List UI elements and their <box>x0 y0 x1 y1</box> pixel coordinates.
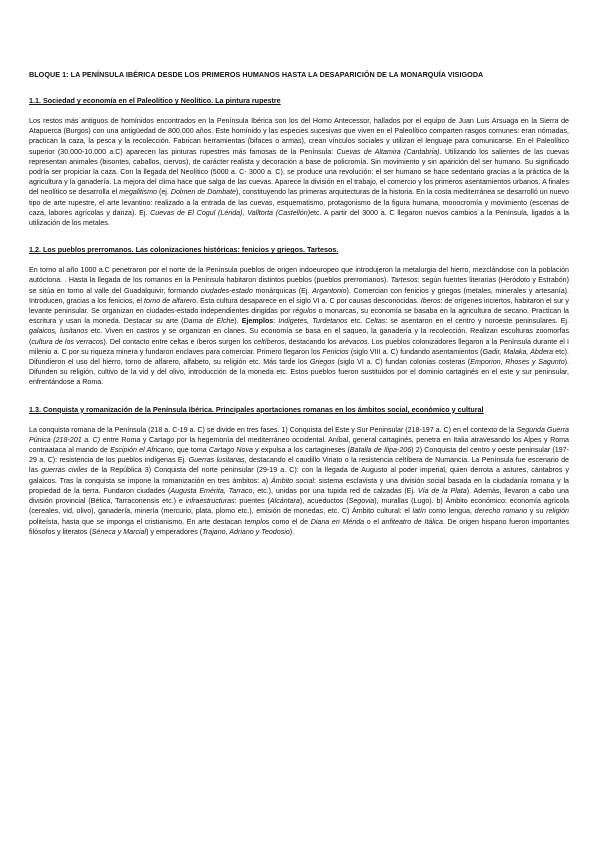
section-title-3: 1.3. Conquista y romanización de la Península Ibérica. Principales aportaciones romanas en los ámbitos social, económico y cultural <box>29 404 484 414</box>
section-title-1: 1.1. Sociedad y economía en el Paleolítico y Neolítico. La pintura rupestre <box>29 96 281 105</box>
document-page <box>29 70 569 554</box>
section-body-3: La conquista romana de la Península (218 a. C-19 a. C) se divide en tres fases. 1) Conquista del Este y Sur Peninsular (218-197 a. C) en el contexto de la Segunda Guerra Púnica (218-201 a. C) entre Roma y Cartago por la hegemonía del mediterráneo occidental. Aníbal, general cartaginés, penetra en Italia atravesando los Alpes y Roma contraataca al mando de Escipión el Africano, que toma Cartago Nova y expulsa a los cartagineses (Batalla de Ilipa-206) 2) Conquista del centro y oeste peninsular (197-29 a. C): resistencia de los pueblos indígenas Ej. Guerras lusitanas, destacando el caudillo Viriato o la resistencia celtíbera de Numancia. La Península fue escenario de las guerras civiles de la República 3) Conquista del norte peninsular (29-19 a. C): con la llegada de Augusto al poder imperial, quien derrota a astures, cántabros y galaicos. Tras la conquista se impone la romanización en tres ámbitos: a) Ámbito social: sistema esclavista y una división social basada en la ciudadanía romana y la propiedad de la tierra. Fundaron ciudades (Augusta Emérita, Tarraco, etc.), unidas por una tupida red de calzadas (Ej. Vía de la Plata). Además, llevaron a cabo una división provincial (Bética, Tarraconensis etc.) e infraestructuras: puentes (Alcántara), acueductos (Segovia), murallas (Lugo). b) Ámbito económico: economía agrícola (cereales, vid, olivo), ganadería, minería (mercurio, plata, plomo etc.), emisión de monedas, etc. C) Ámbito cultural: el latín como lengua, derecho romano y su religión politeísta, hasta que se imponga el cristianismo. En arte destacan templos como el de Diana en Mérida o el anfiteatro de Itálica. De origen hispano fueron importantes filósofos y literatos (Séneca y Marcial) y emperadores (Trajano, Adriano y Teodosio). <box>29 425 570 536</box>
document-heading: BLOQUE 1: LA PENÍNSULA IBÉRICA DESDE LOS PRIMEROS HUMANOS HASTA LA DESAPARICIÓN DE LA MONARQUÍA VISIGODA <box>29 70 484 79</box>
section-body-2: En torno al año 1000 a.C penetraron por el norte de la Península pueblos de origen indoeuropeo que introdujeron la metalurgia del hierro, mezclándose con la población autóctona. . Hasta la llegada de los romanos en la Península habitaron distintos pueblos (pueblos prerromanos). Tartesos: según fuentes literarias (Heródoto y Estrabón) se sitúa en torno al valle del Guadalquivir, formando ciudades-estado monárquicas (Ej. Argantonio). Comercian con fenicios y griegos (metales, minerales y artesanía). Introducen, gracias a los fenicios, el torno de alfarero. Esta cultura desaparece en el siglo VI a. C por causas desconocidas. Iberos: de orígenes inciertos, habitaron el sur y levante peninsular. Se organizan en ciudades-estado independientes dirigidas por régulos o monarcas, su economía se basaba en la agricultura de secano. Practican la escritura y usan la moneda. Destacar su arte (Dama de Elche). Ejemplos: Indigetes, Turdetanos etc. Celtas: se asentaron en el centro y noroeste peninsulares. Ej. galaicos, lusitanos etc. Viven en castros y se organizan en clanes. Su economía se basa en el saqueo, la ganadería y la recolección. Realizan esculturas zoomorfas (cultura de los verracos). Del contacto entre celtas e íberos surgen los celtíberos, destacando los arévacos. Los pueblos colonizadores llegaron a la Península durante el I milenio a. C por su riqueza minera y fundaron enclaves para comerciar. Primero llegaron los Fenicios (siglo VIII a. C) fundando asentamientos (Gadir, Malaka, Abdera etc). Difundieron el uso del hierro, torno de alfarero, alfabeto, su religión etc. Más tarde los Griegos (siglo VI a. C) fundan colonias costeras (Emporion, Rhoses y Sagunto). Difunden su religión, cultivo de la vid y del olivo, introducción de la moneda etc. Estos pueblos fueron sustituidos por el dominio cartaginés en el este y sur peninsular, enfrentándose a Roma. <box>29 266 570 387</box>
section-title-2: 1.2. Los pueblos prerromanos. Las colonizaciones históricas: fenicios y griegos. Tartesos. <box>29 245 339 255</box>
section-body-1: Los restos más antiguos de homínidos encontrados en la Península Ibérica son los del Homo Antecessor, hallados por el equipo de Juan Luis Arsuaga en la Sierra de Atapuerca (Burgos) con una antigüedad de 800.000 años. Este homínido y las especies sucesivas que viven en el Paleolítico comparten rasgos comunes: eran nómadas, practican la caza, la pesca y la recolección. Fabrican herramientas (bifaces o armas), crean vínculos sociales y utilizan el lenguaje para comunicarse. En el Paleolítico superior (30.000-10.000 a.C) aparecen las pinturas rupestres más famosas de la Península: Cuevas de Altamira (Cantabria). Utilizando los salientes de las cuevas representan animales (bisontes, caballos, ciervos), de carácter realista y decoración a base de policromía. Sin movimiento y sin aparición del ser humano. Su significado podría ser propiciar la caza. Con la llegada del Neolítico (5000 a. C- 3000 a. C), se produce una revolución: el ser humano se hace sedentario gracias a la práctica de la agricultura y la ganadería. La mejora del clima hace que salga de las cuevas. Aparece la división en el trabajo, el comercio y los primeros asentamientos urbanos. A finales del neolítico se desarrolla el megalitismo (ej. Dolmen de Dombate), constituyendo las primeras arquitecturas de la historia. En la costa mediterránea se desarrolló un nuevo tipo de arte rupestre, el arte levantino: realizado a la entrada de las cuevas, esquematismo, protagonismo de la figura humana, monocromía y movimiento (escenas de caza, labores agrícolas y danza). Ej. Cuevas de El Cogul (Lérida), Valltorta (Castellón)etc. A partir del 3000 a. C llegaron nuevos cambios a la Península, ligados a la utilización de los metales. <box>29 117 570 228</box>
